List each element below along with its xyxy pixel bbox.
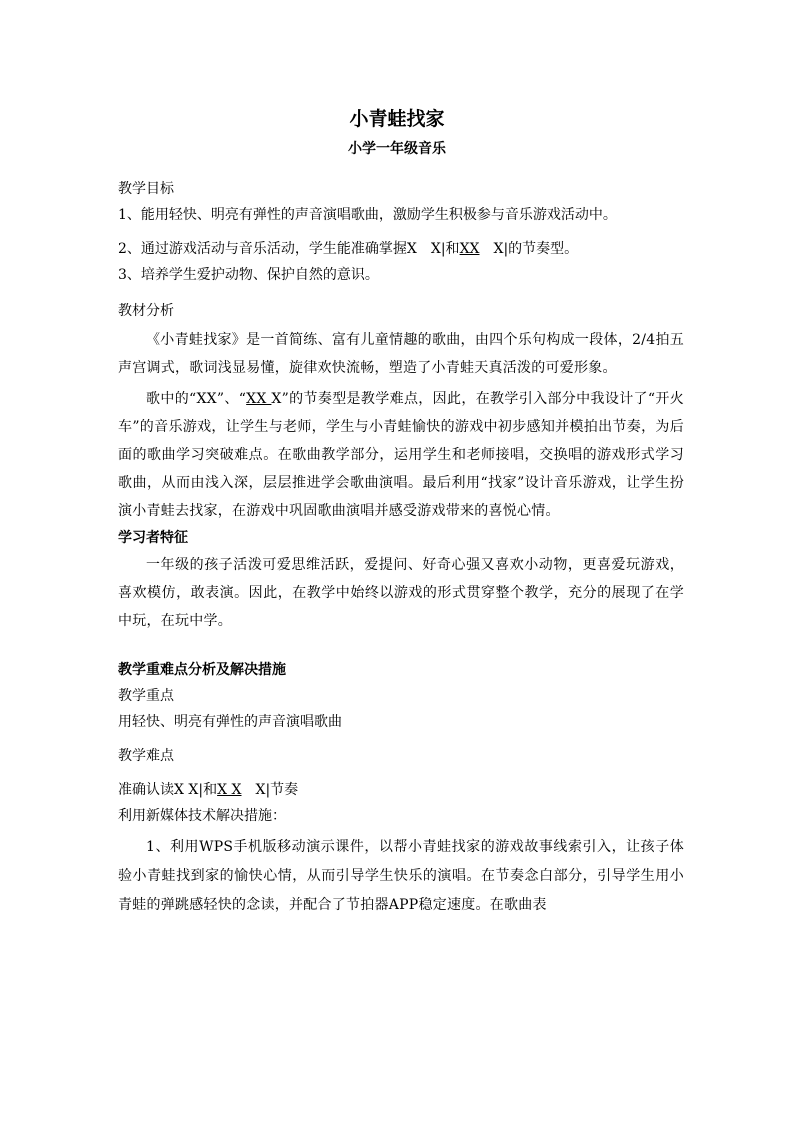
goal-2-text-end: X|的节奏型。 xyxy=(479,241,579,257)
section-heading-learner: 学习者特征 xyxy=(118,530,188,546)
key-point-text: 用轻快、明亮有弹性的声音演唱歌曲 xyxy=(118,714,342,730)
key-point-label: 教学重点 xyxy=(118,688,174,704)
difficulty-text xyxy=(118,777,684,803)
media-paragraph: 1、利用WPS手机版移动演示课件，以帮小青蛙找家的游戏故事线索引入，让孩子体验小青蛙找到家的愉快心情，从而引导学生快乐的演唱。在节奏念白部分，引导学生用小青蛙的弹跳感轻快的念读，并配合了节拍器APP稳定速度。在歌曲表 xyxy=(118,839,684,913)
goal-2-text: 2、通过游戏活动与音乐活动，学生能准确掌握X X|和 xyxy=(118,241,460,257)
material-p2-underlined-rhythm: XX xyxy=(246,391,272,407)
difficulty-underlined-rhythm: X X xyxy=(217,782,242,798)
document-title: 小青蛙找家 xyxy=(349,108,445,130)
material-paragraph-1: 《小青蛙找家》是一首简练、富有儿童情趣的歌曲，由四个乐句构成一段体，2/4拍五声宫调式，歌词浅显易懂，旋律欢快流畅，塑造了小青蛙天真活泼的可爱形象。 xyxy=(118,332,684,376)
material-p2-text: 歌中的“XX”、“ xyxy=(146,391,247,407)
learner-paragraph: 一年级的孩子活泼可爱思维活跃，爱提问、好奇心强又喜欢小动物，更喜爱玩游戏，喜欢模仿，敢表演。因此，在教学中始终以游戏的形式贯穿整个教学，充分的展现了在学中玩，在玩中学。 xyxy=(118,557,684,629)
difficulty-label: 教学难点 xyxy=(118,748,174,764)
goal-2-underlined-rhythm: XX xyxy=(459,241,480,257)
section-heading-keypoints: 教学重难点分析及解决措施 xyxy=(118,662,286,678)
document-subtitle: 小学一年级音乐 xyxy=(348,141,446,157)
section-heading-goals: 教学目标 xyxy=(118,181,174,197)
goal-item-3: 3、培养学生爱护动物、保护自然的意识。 xyxy=(118,267,379,283)
material-paragraph-2 xyxy=(118,385,684,525)
goal-item-1: 1、能用轻快、明亮有弹性的声音演唱歌曲，激励学生积极参与音乐游戏活动中。 xyxy=(118,207,617,223)
media-solutions-label: 利用新媒体技术解决措施： xyxy=(118,808,286,824)
goal-item-2 xyxy=(118,236,684,262)
material-p2-text-end: X”的节奏型是教学难点，因此，在教学引入部分中我设计了“开火车”的音乐游戏，让学生与老师，学生与小青蛙愉快的游戏中初步感知并模拍出节奏，为后面的歌曲学习突破难点。在歌曲教学部分，运用学生和老师接唱，交换唱的游戏形式学习歌曲，从而由浅入深，层层推进学会歌曲演唱。最后利用“找家”设计音乐游戏，让学生扮演小青蛙去找家，在游戏中巩固歌曲演唱并感受游戏带来的喜悦心情。 xyxy=(118,391,685,519)
difficulty-text-start: 准确认读X X|和 xyxy=(118,782,218,798)
difficulty-text-end: X|节奏 xyxy=(241,782,299,798)
document-body xyxy=(118,176,684,920)
section-heading-material: 教材分析 xyxy=(118,303,174,319)
